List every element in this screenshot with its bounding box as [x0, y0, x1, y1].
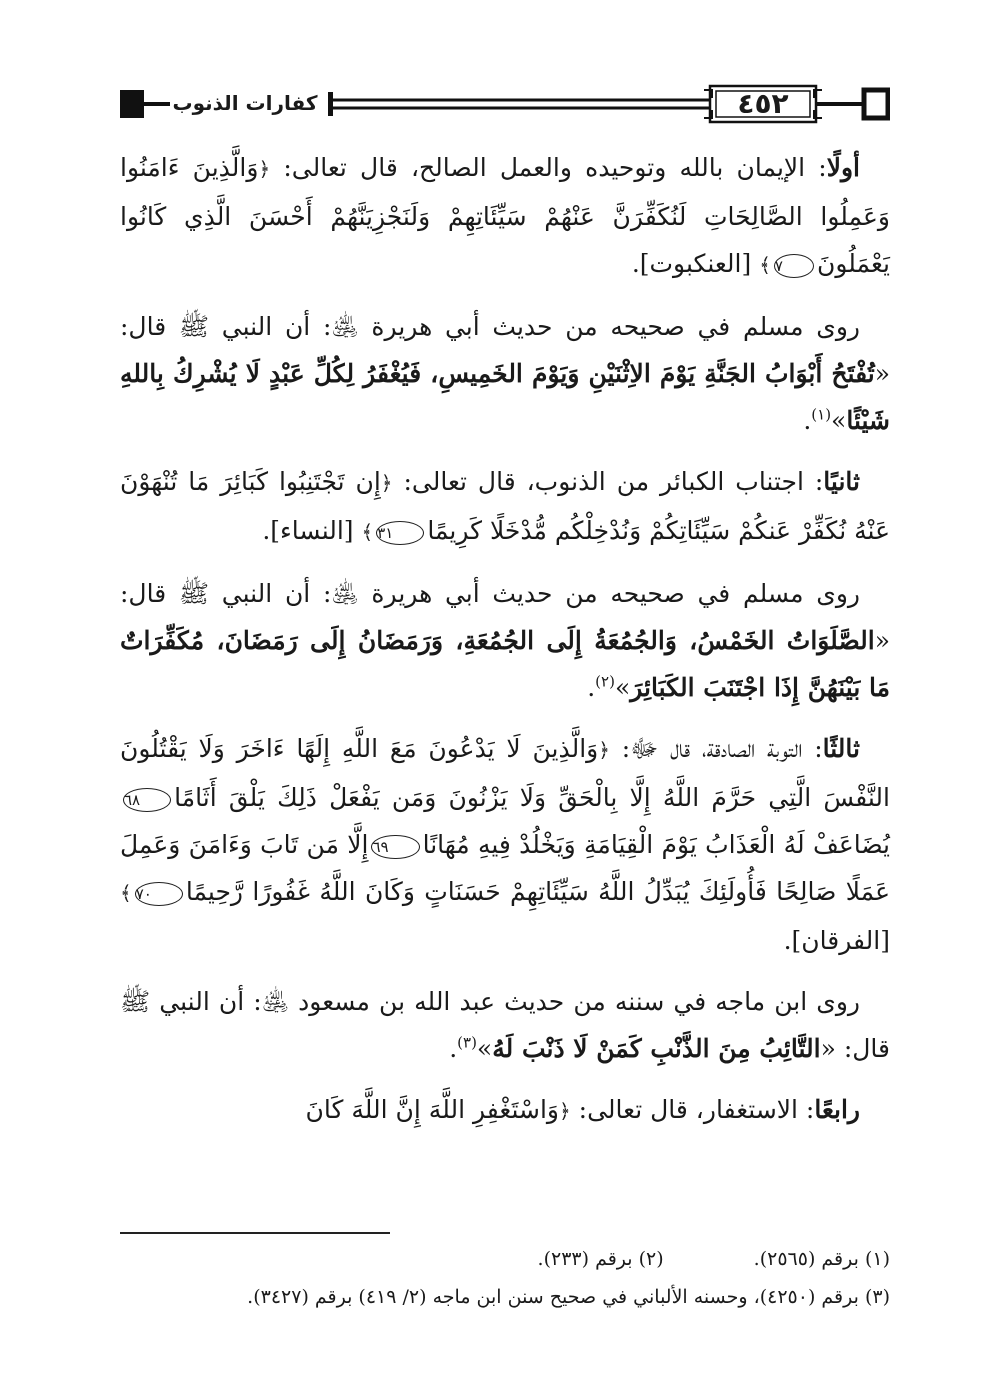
- quote-open: «: [820, 1034, 836, 1063]
- page-header: [120, 80, 890, 128]
- quote-close: »: [476, 1034, 493, 1063]
- book-title: كفارات الذنوب: [170, 88, 320, 118]
- hadith-text: تُفْتَحُ أَبْوَابُ الجَنَّةِ يَوْمَ الاِثْنَيْنِ وَيَوْمَ الخَمِيسِ، فَيُغْفَرُ لِكُلِّ عَبْدٍ لَا يُشْرِكُ بِاللهِ شَيْئًا: [120, 359, 890, 435]
- header-left-square: [120, 90, 144, 118]
- paragraph-lead: : الإيمان بالله وتوحيده والعمل الصالح، قال تعالى:: [270, 153, 827, 182]
- hadith-text: الصَّلَوَاتُ الخَمْسُ، وَالجُمُعَةُ إِلَى الجُمُعَةِ، وَرَمَضَانُ إِلَى رَمَضَانَ، مُكَفِّرَاتٌ مَا بَيْنَهُنَّ إِذَا اجْتَنَبَ الكَبَائِرَ: [120, 626, 890, 702]
- ornate-bracket-open: ﴿: [598, 738, 610, 762]
- section-label: ثانيًا: [823, 467, 860, 496]
- quran-verse: يُضَاعَفْ لَهُ الْعَذَابُ يَوْمَ الْقِيَامَةِ وَيَخْلُدْ فِيهِ مُهَانًا: [422, 830, 890, 859]
- quote-open: «: [874, 359, 890, 388]
- paragraph-istighfar: [120, 1086, 890, 1135]
- sentence-end: .: [803, 406, 812, 435]
- paragraph-hadith-repentant: [120, 978, 890, 1072]
- section-label: ثالثًا: [822, 734, 860, 763]
- paragraph-faith: [120, 144, 890, 289]
- ornate-bracket-open: ﴿: [258, 157, 271, 181]
- paragraph-major-sins: [120, 458, 890, 556]
- footnote-2: (٢) برقم (٢٣٣).: [537, 1248, 664, 1270]
- surah-reference: [الفرقان].: [783, 926, 890, 955]
- footnote-marker: (٣): [457, 1033, 477, 1052]
- paragraph-lead: روى مسلم في صحيحه من حديث أبي هريرة ﵁: أن النبي ﷺ قال:: [120, 579, 860, 608]
- section-label: أولًا: [826, 153, 860, 182]
- surah-reference: [العنكبوت].: [631, 249, 760, 278]
- footnote-row: [120, 1240, 890, 1278]
- verse-number: ٧٠: [135, 882, 183, 906]
- footnote-marker: (٢): [595, 672, 615, 691]
- paragraph-lead: روى مسلم في صحيحه من حديث أبي هريرة ﵁: أن النبي ﷺ قال:: [120, 312, 860, 341]
- sentence-end: .: [587, 673, 596, 702]
- footnote-1: (١) برقم (٢٥٦٥).: [753, 1248, 890, 1270]
- paragraph-hadith-monday: [120, 303, 890, 444]
- quran-verse: إِن تَجْتَنِبُوا كَبَائِرَ مَا تُنْهَوْنَ عَنْهُ نُكَفِّرْ عَنكُمْ سَيِّئَاتِكُمْ وَنُدْخِلْكُم مُّدْخَلًا كَرِيمًا: [120, 467, 890, 545]
- footnotes: [120, 1240, 890, 1316]
- page-body: [120, 144, 890, 1149]
- page: [120, 80, 890, 1340]
- verse-number: ٣١: [376, 521, 424, 545]
- ornate-bracket-open: ﴿: [380, 471, 393, 495]
- quran-verse: وَاسْتَغْفِرِ اللَّهَ إِنَّ اللَّهَ كَانَ: [305, 1095, 559, 1124]
- quote-close: »: [831, 406, 847, 435]
- verse-number: ٧: [774, 254, 814, 278]
- ornate-bracket-close: ﴾: [120, 881, 132, 905]
- footnote-3: (٣) برقم (٤٢٥٠)، وحسنه الألباني في صحيح سنن ابن ماجه (٢/ ٤١٩) برقم (٣٤٢٧).: [247, 1286, 890, 1308]
- header-right-square: [864, 90, 888, 118]
- quote-close: »: [614, 673, 631, 702]
- verse-number: ٦٨: [123, 788, 171, 812]
- ornate-bracket-open: ﴿: [559, 1099, 571, 1123]
- footnote-marker: (١): [811, 405, 832, 424]
- ornate-bracket-close: ﴾: [361, 520, 374, 544]
- paragraph-lead: : اجتناب الكبائر من الذنوب، قال تعالى:: [392, 467, 824, 496]
- page-number: ٤٥٢: [737, 87, 789, 120]
- hadith-text: التَّائِبُ مِنَ الذَّنْبِ كَمَنْ لَا ذَنْبَ لَهُ: [492, 1034, 821, 1063]
- ornate-bracket-close: ﴾: [759, 253, 771, 277]
- paragraph-repentance: [120, 725, 890, 964]
- footnote-divider: [120, 1232, 390, 1234]
- verse-number: ٦٩: [371, 835, 419, 859]
- sentence-end: .: [449, 1034, 458, 1063]
- paragraph-hadith-prayers: [120, 570, 890, 711]
- quran-verse: وَالَّذِينَ لَا يَدْعُونَ مَعَ اللَّهِ إِلَهًا ءَاخَرَ وَلَا يَقْتُلُونَ النَّفْسَ الَّتِي حَرَّمَ اللَّهُ إِلَّا بِالْحَقِّ وَلَا يَزْنُونَ وَمَن يَفْعَلْ ذَلِكَ يَلْقَ أَثَامًا: [120, 734, 890, 812]
- paragraph-lead: روى ابن ماجه في سننه من حديث عبد الله بن مسعود ﵁: أن النبي ﷺ قال:: [120, 987, 890, 1063]
- paragraph-lead: : التوبة الصادقة، قال ﷻ:: [609, 734, 823, 763]
- quran-verse: إِلَّا مَن تَابَ وَءَامَنَ وَعَمِلَ عَمَلًا صَالِحًا فَأُولَئِكَ يُبَدِّلُ اللَّهُ سَيِّئَاتِهِمْ حَسَنَاتٍ وَكَانَ اللَّهُ غَفُورًا رَّحِيمًا: [120, 830, 890, 906]
- paragraph-lead: : الاستغفار، قال تعالى:: [570, 1095, 815, 1124]
- quote-open: «: [874, 626, 890, 655]
- section-label: رابعًا: [814, 1095, 860, 1124]
- surah-reference: [النساء].: [262, 516, 362, 545]
- quran-verse: وَالَّذِينَ ءَامَنُوا وَعَمِلُوا الصَّالِحَاتِ لَنُكَفِّرَنَّ عَنْهُمْ سَيِّئَاتِهِمْ وَلَنَجْزِيَنَّهُمْ أَحْسَنَ الَّذِي كَانُوا يَعْمَلُونَ: [120, 153, 890, 278]
